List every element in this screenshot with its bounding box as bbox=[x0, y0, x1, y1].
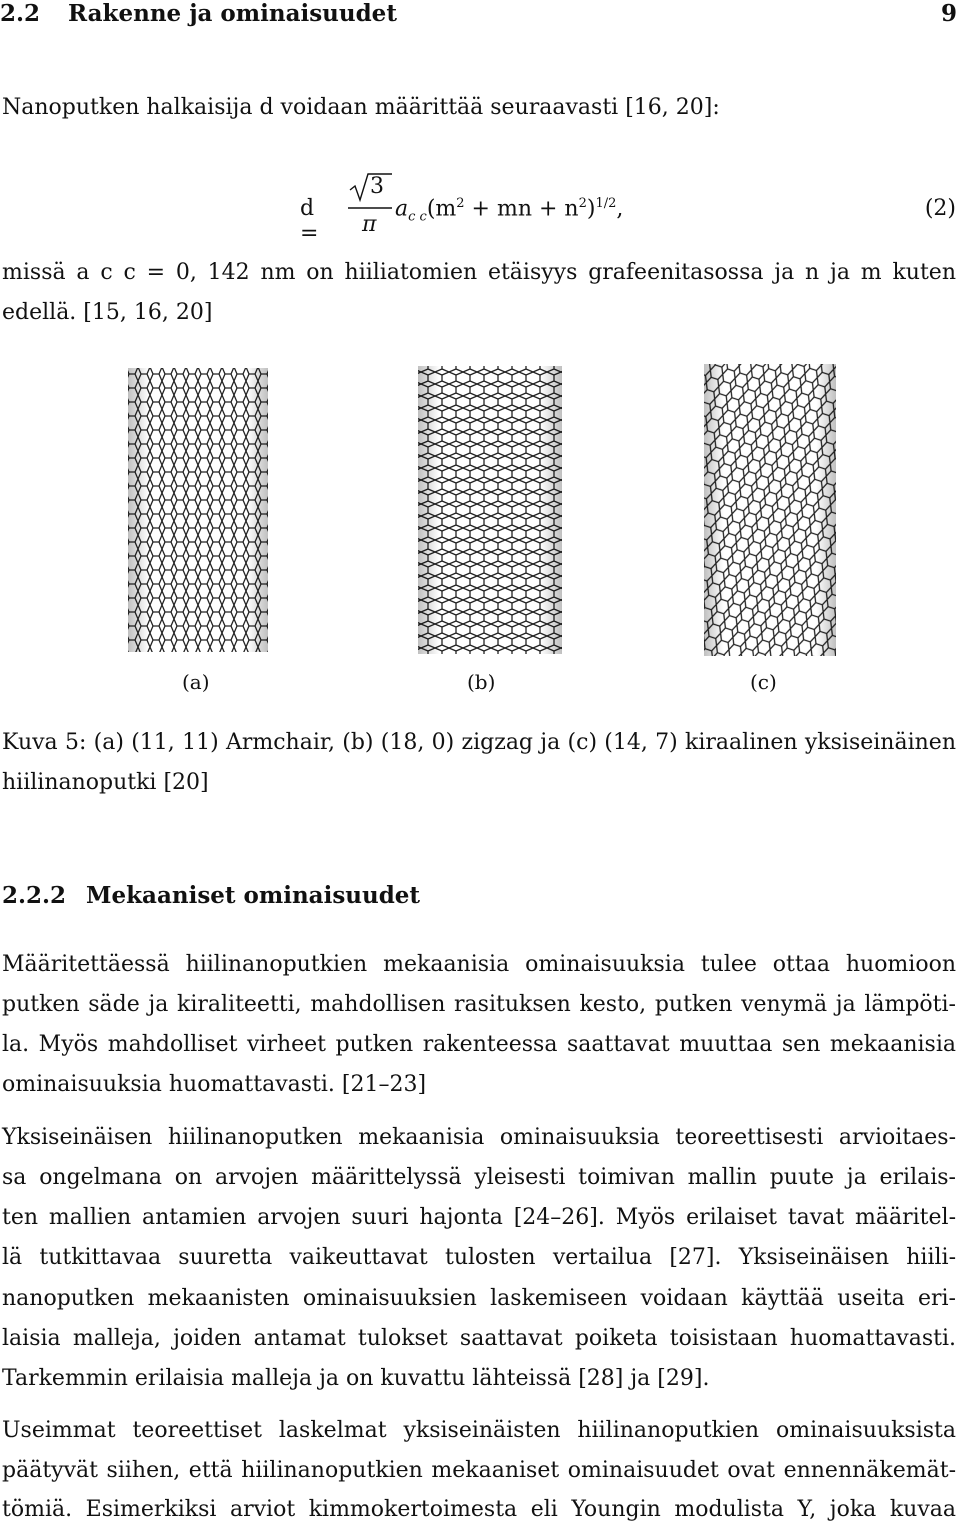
equation-lhs: d = bbox=[300, 196, 319, 246]
figure-caption-line-1: Kuva 5: (a) (11, 11) Armchair, (b) (18, 0) zigzag ja (c) (14, 7) kiraalinen yksiseinäinen bbox=[2, 730, 956, 755]
section-number: 2.2 bbox=[0, 0, 41, 27]
after-equation-line-1: missä a c c = 0, 142 nm on hiiliatomien etäisyys grafeenitasossa ja n ja m kuten bbox=[2, 260, 956, 285]
equation-square-2: 2 bbox=[578, 196, 587, 211]
equation-number: (2) bbox=[924, 196, 956, 221]
paragraph-2-line: lä tutkittavaa suuretta vaikeuttavat tulosten vertailua [27]. Yksiseinäisen hiili- bbox=[2, 1245, 956, 1270]
figure-caption-line-2: hiilinanoputki [20] bbox=[2, 770, 209, 795]
paragraph-1-line: putken säde ja kiraliteetti, mahdollisen rasituksen kesto, putken venymä ja lämpöti- bbox=[2, 992, 956, 1017]
subsection-number: 2.2.2 bbox=[2, 882, 67, 909]
equation-subscript: c c bbox=[408, 209, 427, 225]
equation-body: (m bbox=[426, 196, 457, 222]
fraction-denominator: π bbox=[362, 212, 377, 237]
after-equation-line-2: edellä. [15, 16, 20] bbox=[2, 300, 213, 325]
intro-text: Nanoputken halkaisija d voidaan määrittää seuraavasti [16, 20]: bbox=[2, 95, 720, 120]
nanotube-chiral-image bbox=[700, 360, 840, 660]
paragraph-2-line: Tarkemmin erilaisia malleja ja on kuvattu lähteissä [28] ja [29]. bbox=[2, 1366, 710, 1391]
paragraph-2-line: ten mallien antamien arvojen suuri hajonta [24–26]. Myös erilaiset tavat määritel- bbox=[2, 1205, 956, 1230]
equation-power: 1/2 bbox=[595, 196, 617, 211]
equation-rhs bbox=[395, 196, 623, 225]
subfigure-label-c: (c) bbox=[750, 670, 777, 694]
page-number: 9 bbox=[940, 0, 957, 27]
subfigure-label-a: (a) bbox=[182, 670, 210, 694]
page-header bbox=[0, 0, 960, 30]
nanotube-zigzag-image bbox=[414, 360, 566, 660]
nanotube-armchair-image bbox=[126, 360, 274, 656]
section-title: Rakenne ja ominaisuudet bbox=[68, 0, 397, 27]
paragraph-3-line: tömiä. Esimerkiksi arviot kimmokertoimesta eli Youngin modulista Y, joka kuvaa bbox=[2, 1497, 956, 1522]
equation-variable-a: a bbox=[395, 196, 409, 222]
subsection-title: Mekaaniset ominaisuudet bbox=[86, 882, 421, 909]
paragraph-1-line: la. Myös mahdolliset virheet putken rakenteessa saattavat muuttaa sen mekaanisia bbox=[2, 1032, 956, 1057]
subsection-heading bbox=[2, 882, 420, 909]
equation-close: ) bbox=[586, 196, 596, 222]
paragraph-2-line: nanoputken mekaanisten ominaisuuksien laskemiseen voidaan käyttää useita eri- bbox=[2, 1286, 956, 1311]
paragraph-3-line: päätyvät siihen, että hiilinanoputkien mekaaniset ominaisuudet ovat ennennäkemät- bbox=[2, 1458, 956, 1483]
paragraph-1-line: ominaisuuksia huomattavasti. [21–23] bbox=[2, 1072, 427, 1097]
sqrt-radicand: 3 bbox=[370, 174, 384, 199]
paragraph-3-line: Useimmat teoreettiset laskelmat yksiseinäisten hiilinanoputkien ominaisuuksista bbox=[2, 1418, 956, 1443]
equation-square-1: 2 bbox=[456, 196, 465, 211]
paragraph-2-line: laisia malleja, joiden antamat tulokset saattavat poiketa toisistaan huomattavasti. bbox=[2, 1326, 956, 1351]
equation-middle: + mn + n bbox=[464, 196, 579, 222]
subfigure-label-b: (b) bbox=[467, 670, 496, 694]
paragraph-2-line: sa ongelmana on arvojen määrittelyssä yleisesti toimivan mallin puute ja erilais- bbox=[2, 1165, 956, 1190]
equation-comma: , bbox=[616, 196, 624, 222]
paragraph-1-line: Määritettäessä hiilinanoputkien mekaanisia ominaisuuksia tulee ottaa huomioon bbox=[2, 952, 956, 977]
paragraph-2-line: Yksiseinäisen hiilinanoputken mekaanisia ominaisuuksia teoreettisesti arvioitaes- bbox=[2, 1125, 956, 1150]
